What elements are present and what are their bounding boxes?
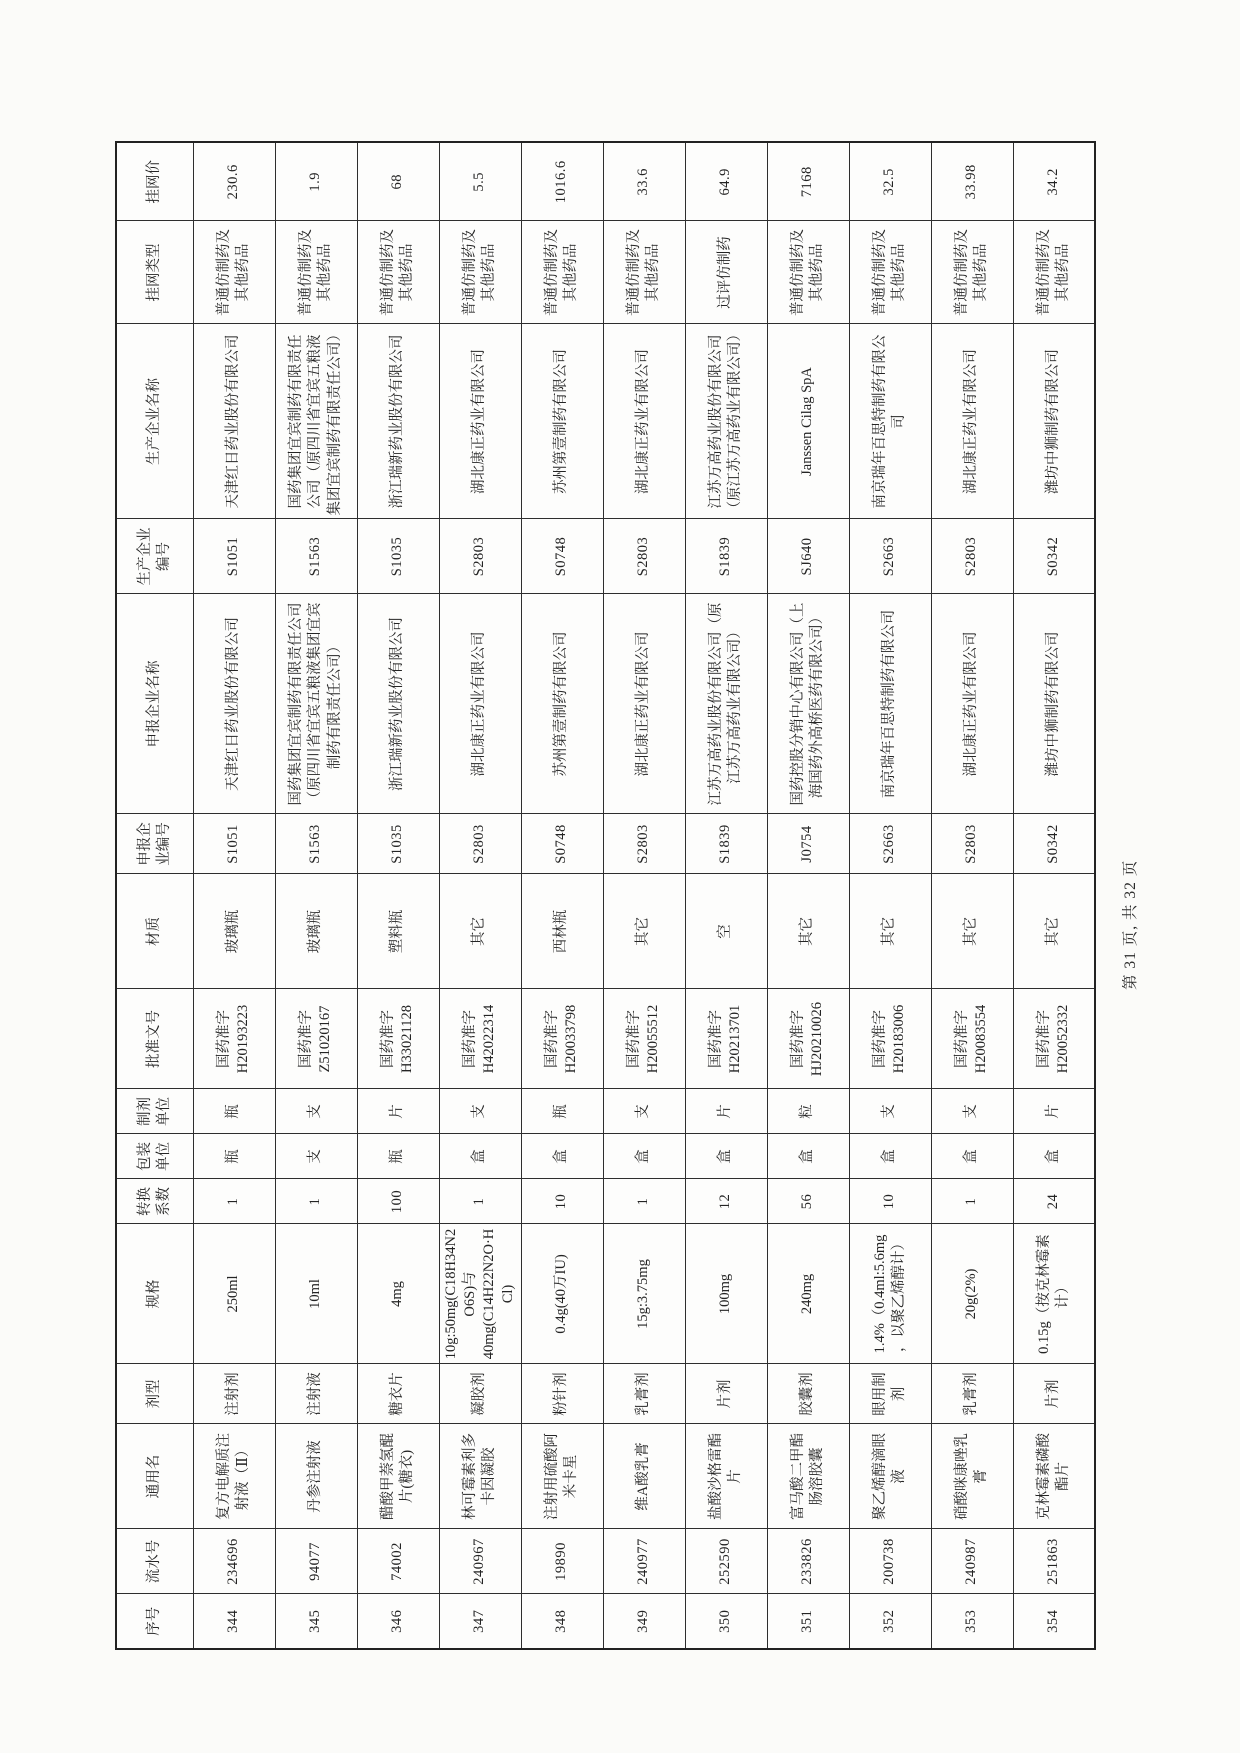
cell-xuhao: 348 xyxy=(521,1594,603,1649)
cell-shengchanqiyemingcheng: 天津红日药业股份有限公司 xyxy=(193,324,275,519)
cell-liushuihao: 240967 xyxy=(439,1529,521,1594)
cell-zhijidanwei: 瓶 xyxy=(193,1089,275,1134)
cell-shengchanqiyebianhao: SJ640 xyxy=(767,519,849,594)
cell-guawangjia: 7168 xyxy=(767,142,849,221)
cell-guige: 240mg xyxy=(767,1224,849,1364)
cell-xuhao: 350 xyxy=(685,1594,767,1649)
column-header-guawangleixing: 挂网类型 xyxy=(116,221,193,324)
cell-guige: 250ml xyxy=(193,1224,275,1364)
cell-guawangleixing: 普通仿制药及其他药品 xyxy=(439,221,521,324)
cell-guige: 15g:3.75mg xyxy=(603,1224,685,1364)
cell-shenbaoqiyebianhao: S0748 xyxy=(521,814,603,874)
cell-tongyongming: 复方电解质注射液（Ⅱ） xyxy=(193,1424,275,1529)
cell-zhijidanwei: 粒 xyxy=(767,1089,849,1134)
cell-shengchanqiyebianhao: S0342 xyxy=(1013,519,1095,594)
cell-zhuanhuanxishu: 10 xyxy=(521,1179,603,1224)
cell-zhuanhuanxishu: 1 xyxy=(275,1179,357,1224)
cell-shengchanqiyebianhao: S2803 xyxy=(931,519,1013,594)
cell-guige: 0.4g(40万IU) xyxy=(521,1224,603,1364)
cell-xuhao: 354 xyxy=(1013,1594,1095,1649)
table-row-353 xyxy=(931,142,1013,1649)
cell-shenbaoqiyebianhao: S0342 xyxy=(1013,814,1095,874)
cell-shenbaoqiyemingcheng: 湖北康正药业有限公司 xyxy=(603,594,685,814)
cell-liushuihao: 200738 xyxy=(849,1529,931,1594)
cell-shenbaoqiyemingcheng: 潍坊中狮制药有限公司 xyxy=(1013,594,1095,814)
cell-guawangjia: 33.6 xyxy=(603,142,685,221)
cell-baozhuangdanwei: 盒 xyxy=(1013,1134,1095,1179)
cell-pizhunwenhao: 国药准字H20183006 xyxy=(849,989,931,1089)
cell-guawangleixing: 普通仿制药及其他药品 xyxy=(521,221,603,324)
cell-shenbaoqiyemingcheng: 湖北康正药业有限公司 xyxy=(931,594,1013,814)
cell-shengchanqiyemingcheng: 湖北康正药业有限公司 xyxy=(931,324,1013,519)
cell-liushuihao: 94077 xyxy=(275,1529,357,1594)
column-header-shenbaoqiyemingcheng: 申报企业名称 xyxy=(116,594,193,814)
cell-baozhuangdanwei: 盒 xyxy=(685,1134,767,1179)
cell-guige: 10g:50mg(C18H34N2O6S)与40mg(C14H22N2O·HCl) xyxy=(439,1224,521,1364)
table-row-354 xyxy=(1013,142,1095,1649)
cell-guige: 1.4%（0.4ml:5.6mg，以聚乙烯醇计） xyxy=(849,1224,931,1364)
cell-guawangjia: 33.98 xyxy=(931,142,1013,221)
cell-zhuanhuanxishu: 1 xyxy=(193,1179,275,1224)
cell-tongyongming: 盐酸沙格雷酯片 xyxy=(685,1424,767,1529)
cell-shenbaoqiyebianhao: S2803 xyxy=(603,814,685,874)
cell-zhijidanwei: 支 xyxy=(931,1089,1013,1134)
cell-shengchanqiyebianhao: S1035 xyxy=(357,519,439,594)
column-header-zhuanhuanxishu: 转换系数 xyxy=(116,1179,193,1224)
cell-shenbaoqiyemingcheng: 南京瑞年百思特制药有限公司 xyxy=(849,594,931,814)
cell-liushuihao: 240977 xyxy=(603,1529,685,1594)
cell-zhijidanwei: 片 xyxy=(685,1089,767,1134)
cell-shengchanqiyebianhao: S2803 xyxy=(439,519,521,594)
cell-zhijidanwei: 片 xyxy=(1013,1089,1095,1134)
table-row-351 xyxy=(767,142,849,1649)
cell-caizhi: 塑料瓶 xyxy=(357,874,439,989)
cell-shenbaoqiyemingcheng: 国药集团宜宾制药有限责任公司（原四川省宜宾五粮液集团宜宾制药有限责任公司） xyxy=(275,594,357,814)
cell-caizhi: 西林瓶 xyxy=(521,874,603,989)
cell-zhuanhuanxishu: 1 xyxy=(931,1179,1013,1224)
cell-shengchanqiyemingcheng: 苏州第壹制药有限公司 xyxy=(521,324,603,519)
cell-xuhao: 344 xyxy=(193,1594,275,1649)
cell-caizhi: 其它 xyxy=(603,874,685,989)
cell-caizhi: 空 xyxy=(685,874,767,989)
column-header-tongyongming: 通用名 xyxy=(116,1424,193,1529)
cell-shenbaoqiyebianhao: S1051 xyxy=(193,814,275,874)
cell-shenbaoqiyemingcheng: 浙江瑞新药业股份有限公司 xyxy=(357,594,439,814)
cell-baozhuangdanwei: 盒 xyxy=(521,1134,603,1179)
cell-pizhunwenhao: 国药准字H20055512 xyxy=(603,989,685,1089)
cell-pizhunwenhao: 国药准字HJ20210026 xyxy=(767,989,849,1089)
cell-tongyongming: 克林霉素磷酸酯片 xyxy=(1013,1424,1095,1529)
column-header-shengchanqiyebianhao: 生产企业编号 xyxy=(116,519,193,594)
cell-xuhao: 352 xyxy=(849,1594,931,1649)
cell-shenbaoqiyemingcheng: 湖北康正药业有限公司 xyxy=(439,594,521,814)
cell-guawangjia: 1.9 xyxy=(275,142,357,221)
cell-shengchanqiyemingcheng: 南京瑞年百思特制药有限公司 xyxy=(849,324,931,519)
cell-jixing: 凝胶剂 xyxy=(439,1364,521,1424)
cell-zhijidanwei: 支 xyxy=(603,1089,685,1134)
cell-shenbaoqiyebianhao: S2803 xyxy=(439,814,521,874)
cell-jixing: 乳膏剂 xyxy=(603,1364,685,1424)
column-header-zhijidanwei: 制剂单位 xyxy=(116,1089,193,1134)
header-row xyxy=(116,142,193,1649)
table-row-345 xyxy=(275,142,357,1649)
cell-guige: 20g(2%) xyxy=(931,1224,1013,1364)
cell-guawangjia: 5.5 xyxy=(439,142,521,221)
table-row-348 xyxy=(521,142,603,1649)
cell-xuhao: 349 xyxy=(603,1594,685,1649)
cell-shenbaoqiyemingcheng: 国药控股分销中心有限公司（上海国药外高桥医药有限公司） xyxy=(767,594,849,814)
cell-caizhi: 其它 xyxy=(931,874,1013,989)
cell-caizhi: 其它 xyxy=(439,874,521,989)
cell-liushuihao: 233826 xyxy=(767,1529,849,1594)
column-header-jixing: 剂型 xyxy=(116,1364,193,1424)
cell-guawangjia: 68 xyxy=(357,142,439,221)
cell-liushuihao: 19890 xyxy=(521,1529,603,1594)
cell-pizhunwenhao: 国药准字H33021128 xyxy=(357,989,439,1089)
cell-baozhuangdanwei: 盒 xyxy=(849,1134,931,1179)
cell-pizhunwenhao: 国药准字H20033798 xyxy=(521,989,603,1089)
cell-caizhi: 其它 xyxy=(767,874,849,989)
column-header-guige: 规格 xyxy=(116,1224,193,1364)
cell-xuhao: 347 xyxy=(439,1594,521,1649)
cell-guawangleixing: 普通仿制药及其他药品 xyxy=(275,221,357,324)
column-header-xuhao: 序号 xyxy=(116,1594,193,1649)
cell-liushuihao: 234696 xyxy=(193,1529,275,1594)
column-header-shenbaoqiyebianhao: 申报企业编号 xyxy=(116,814,193,874)
cell-shenbaoqiyemingcheng: 江苏万高药业股份有限公司（原江苏万高药业有限公司） xyxy=(685,594,767,814)
cell-tongyongming: 富马酸二甲酯肠溶胶囊 xyxy=(767,1424,849,1529)
cell-guawangleixing: 普通仿制药及其他药品 xyxy=(193,221,275,324)
cell-shengchanqiyebianhao: S1051 xyxy=(193,519,275,594)
cell-zhuanhuanxishu: 10 xyxy=(849,1179,931,1224)
cell-shengchanqiyemingcheng: 国药集团宜宾制药有限责任公司（原四川省宜宾五粮液集团宜宾制药有限责任公司） xyxy=(275,324,357,519)
cell-guawangleixing: 普通仿制药及其他药品 xyxy=(1013,221,1095,324)
cell-jixing: 片剂 xyxy=(1013,1364,1095,1424)
cell-jixing: 粉针剂 xyxy=(521,1364,603,1424)
cell-tongyongming: 林可霉素利多卡因凝胶 xyxy=(439,1424,521,1529)
cell-zhuanhuanxishu: 1 xyxy=(439,1179,521,1224)
cell-caizhi: 其它 xyxy=(1013,874,1095,989)
cell-guige: 4mg xyxy=(357,1224,439,1364)
cell-zhijidanwei: 片 xyxy=(357,1089,439,1134)
cell-zhijidanwei: 支 xyxy=(439,1089,521,1134)
cell-guawangjia: 32.5 xyxy=(849,142,931,221)
cell-guawangjia: 34.2 xyxy=(1013,142,1095,221)
cell-pizhunwenhao: 国药准字H20083554 xyxy=(931,989,1013,1089)
cell-zhijidanwei: 支 xyxy=(849,1089,931,1134)
cell-zhuanhuanxishu: 24 xyxy=(1013,1179,1095,1224)
column-header-baozhuangdanwei: 包装单位 xyxy=(116,1134,193,1179)
column-header-guawangjia: 挂网价 xyxy=(116,142,193,221)
cell-shengchanqiyemingcheng: 潍坊中狮制药有限公司 xyxy=(1013,324,1095,519)
cell-zhuanhuanxishu: 12 xyxy=(685,1179,767,1224)
cell-shenbaoqiyebianhao: S1563 xyxy=(275,814,357,874)
cell-xuhao: 351 xyxy=(767,1594,849,1649)
cell-shengchanqiyebianhao: S0748 xyxy=(521,519,603,594)
cell-jixing: 注射液 xyxy=(275,1364,357,1424)
cell-zhuanhuanxishu: 100 xyxy=(357,1179,439,1224)
cell-zhijidanwei: 瓶 xyxy=(521,1089,603,1134)
cell-pizhunwenhao: 国药准字H20213701 xyxy=(685,989,767,1089)
cell-guige: 10ml xyxy=(275,1224,357,1364)
cell-zhuanhuanxishu: 56 xyxy=(767,1179,849,1224)
cell-shengchanqiyebianhao: S2803 xyxy=(603,519,685,594)
cell-baozhuangdanwei: 瓶 xyxy=(193,1134,275,1179)
table-row-352 xyxy=(849,142,931,1649)
cell-baozhuangdanwei: 瓶 xyxy=(357,1134,439,1179)
cell-tongyongming: 丹参注射液 xyxy=(275,1424,357,1529)
cell-jixing: 糖衣片 xyxy=(357,1364,439,1424)
cell-shengchanqiyebianhao: S1839 xyxy=(685,519,767,594)
cell-caizhi: 其它 xyxy=(849,874,931,989)
cell-guawangleixing: 普通仿制药及其他药品 xyxy=(931,221,1013,324)
cell-shenbaoqiyebianhao: S1035 xyxy=(357,814,439,874)
cell-baozhuangdanwei: 支 xyxy=(275,1134,357,1179)
cell-tongyongming: 聚乙烯醇滴眼液 xyxy=(849,1424,931,1529)
cell-tongyongming: 注射用硫酸阿米卡星 xyxy=(521,1424,603,1529)
cell-shenbaoqiyebianhao: J0754 xyxy=(767,814,849,874)
column-header-liushuihao: 流水号 xyxy=(116,1529,193,1594)
cell-guawangleixing: 普通仿制药及其他药品 xyxy=(603,221,685,324)
cell-shenbaoqiyebianhao: S2663 xyxy=(849,814,931,874)
cell-jixing: 注射剂 xyxy=(193,1364,275,1424)
cell-jixing: 胶囊剂 xyxy=(767,1364,849,1424)
page-footer: 第 31 页, 共 32 页 xyxy=(1122,859,1139,990)
cell-jixing: 乳膏剂 xyxy=(931,1364,1013,1424)
cell-pizhunwenhao: 国药准字H20052332 xyxy=(1013,989,1095,1089)
cell-shengchanqiyemingcheng: 湖北康正药业有限公司 xyxy=(439,324,521,519)
column-header-shengchanqiyemingcheng: 生产企业名称 xyxy=(116,324,193,519)
cell-shenbaoqiyebianhao: S2803 xyxy=(931,814,1013,874)
cell-caizhi: 玻璃瓶 xyxy=(193,874,275,989)
cell-liushuihao: 74002 xyxy=(357,1529,439,1594)
column-header-pizhunwenhao: 批准文号 xyxy=(116,989,193,1089)
cell-jixing: 眼用制剂 xyxy=(849,1364,931,1424)
cell-guawangjia: 64.9 xyxy=(685,142,767,221)
cell-shengchanqiyemingcheng: Janssen Cilag SpA xyxy=(767,324,849,519)
cell-shenbaoqiyemingcheng: 天津红日药业股份有限公司 xyxy=(193,594,275,814)
cell-liushuihao: 240987 xyxy=(931,1529,1013,1594)
cell-pizhunwenhao: 国药准字Z51020167 xyxy=(275,989,357,1089)
cell-shenbaoqiyemingcheng: 苏州第壹制药有限公司 xyxy=(521,594,603,814)
cell-liushuihao: 251863 xyxy=(1013,1529,1095,1594)
cell-tongyongming: 维A酸乳膏 xyxy=(603,1424,685,1529)
table-row-349 xyxy=(603,142,685,1649)
cell-guawangleixing: 普通仿制药及其他药品 xyxy=(849,221,931,324)
cell-guawangleixing: 过评仿制药 xyxy=(685,221,767,324)
cell-tongyongming: 硝酸咪康唑乳膏 xyxy=(931,1424,1013,1529)
cell-guawangleixing: 普通仿制药及其他药品 xyxy=(357,221,439,324)
cell-baozhuangdanwei: 盒 xyxy=(603,1134,685,1179)
cell-pizhunwenhao: 国药准字H42022314 xyxy=(439,989,521,1089)
cell-shenbaoqiyebianhao: S1839 xyxy=(685,814,767,874)
cell-shengchanqiyebianhao: S2663 xyxy=(849,519,931,594)
table-row-347 xyxy=(439,142,521,1649)
cell-baozhuangdanwei: 盒 xyxy=(767,1134,849,1179)
cell-tongyongming: 醋酸甲萘氢醌片(糖衣) xyxy=(357,1424,439,1529)
cell-baozhuangdanwei: 盒 xyxy=(931,1134,1013,1179)
cell-jixing: 片剂 xyxy=(685,1364,767,1424)
cell-caizhi: 玻璃瓶 xyxy=(275,874,357,989)
procurement-table xyxy=(115,141,1096,1650)
cell-shengchanqiyebianhao: S1563 xyxy=(275,519,357,594)
table-row-344 xyxy=(193,142,275,1649)
cell-xuhao: 346 xyxy=(357,1594,439,1649)
table-row-350 xyxy=(685,142,767,1649)
cell-xuhao: 353 xyxy=(931,1594,1013,1649)
cell-liushuihao: 252590 xyxy=(685,1529,767,1594)
cell-guige: 100mg xyxy=(685,1224,767,1364)
column-header-caizhi: 材质 xyxy=(116,874,193,989)
cell-guige: 0.15g（按克林霉素计） xyxy=(1013,1224,1095,1364)
cell-zhijidanwei: 支 xyxy=(275,1089,357,1134)
cell-shengchanqiyemingcheng: 湖北康正药业有限公司 xyxy=(603,324,685,519)
cell-shengchanqiyemingcheng: 浙江瑞新药业股份有限公司 xyxy=(357,324,439,519)
cell-guawangjia: 1016.6 xyxy=(521,142,603,221)
cell-baozhuangdanwei: 盒 xyxy=(439,1134,521,1179)
cell-zhuanhuanxishu: 1 xyxy=(603,1179,685,1224)
cell-xuhao: 345 xyxy=(275,1594,357,1649)
cell-guawangjia: 230.6 xyxy=(193,142,275,221)
table-row-346 xyxy=(357,142,439,1649)
cell-pizhunwenhao: 国药准字H20193223 xyxy=(193,989,275,1089)
cell-guawangleixing: 普通仿制药及其他药品 xyxy=(767,221,849,324)
cell-shengchanqiyemingcheng: 江苏万高药业股份有限公司（原江苏万高药业有限公司） xyxy=(685,324,767,519)
